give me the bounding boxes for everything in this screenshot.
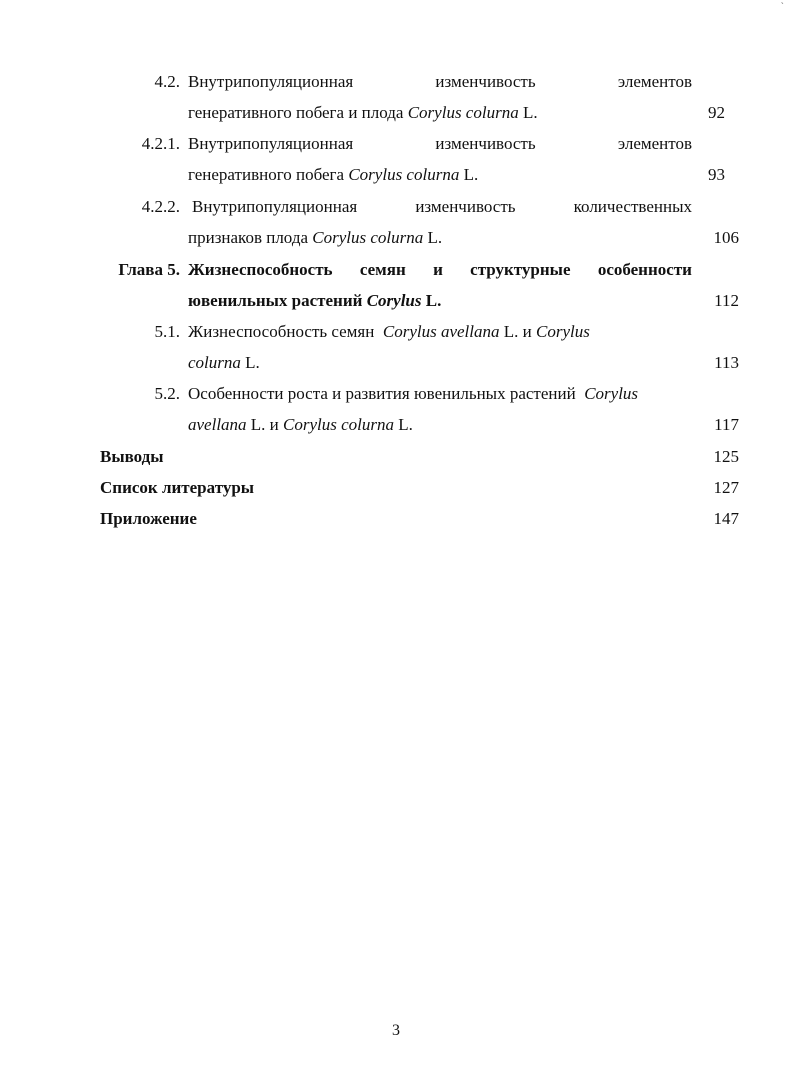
title-text: L. [421,291,442,310]
toc-entry-number: 4.2.1. [141,134,180,153]
toc-entry-title-line1 [188,72,692,92]
title-text: L. и [499,322,536,341]
page-number: 3 [392,1022,400,1039]
title-text: L. [518,103,538,122]
title-text: Особенности роста и развития ювенильных растений [188,384,585,403]
title-word: семян [359,260,406,279]
title-word: элементов [617,72,692,91]
title-text: генеративного побега [188,165,349,184]
species-name: Corylus colurna [312,228,424,247]
toc-page-number: 147 [713,509,739,528]
species-name: avellana [188,415,247,434]
toc-entry-title-line2 [188,291,692,311]
species-name: Corylus avellana [382,322,500,341]
toc-entry-number: 5.1. [154,322,180,341]
title-word: структурные [470,260,571,279]
species-name: colurna [188,353,241,372]
species-name: Corylus [584,384,639,403]
title-word: и [433,260,443,279]
toc-page-number: 92 [708,103,725,122]
title-word: изменчивость [415,197,516,216]
title-text: L. [423,228,443,247]
toc-entry-number: 5.2. [154,384,180,403]
toc-entry-title: Список литературы [100,478,255,497]
species-name: Corylus [366,291,422,310]
toc-entry-title: Приложение [100,509,197,528]
title-text: ювенильных растений [188,291,367,310]
title-text: генеративного побега и плода [188,103,408,122]
title-word: элементов [617,134,692,153]
toc-entry-title-line2 [188,228,692,248]
title-word: Внутрипопуляционная [188,72,354,91]
title-text: L. [240,353,260,372]
title-text: L. и [246,415,284,434]
toc-page-number: 93 [708,165,725,184]
toc-entry-title-line1 [192,197,692,217]
toc-entry-number: 4.2. [154,72,180,91]
toc-entry-title-line1 [188,384,692,404]
toc-chapter-number: Глава 5. [118,260,180,279]
toc-entry-title: Выводы [100,447,164,466]
toc-page-number: 127 [713,478,739,497]
title-word: количественных [573,197,692,216]
title-word: Жизнеспособность [188,260,333,279]
title-word: изменчивость [435,134,536,153]
toc-entry-title-line1 [188,260,692,280]
toc-entry-title-line2 [188,165,692,185]
title-text: Жизнеспособность семян [188,322,383,341]
species-name: Corylus colurna [407,103,519,122]
toc-page-number: 112 [714,291,739,310]
toc-entry-title-line1 [188,322,692,342]
title-text: признаков плода [188,228,313,247]
title-word: изменчивость [435,72,536,91]
toc-page-number: 125 [713,447,739,466]
species-name: Corylus colurna [283,415,395,434]
toc-entry-number: 4.2.2. [141,197,180,216]
title-text: L. [459,165,479,184]
title-word: Внутрипопуляционная [188,134,354,153]
title-word: особенности [597,260,692,279]
species-name: Corylus [535,322,590,341]
toc-page-number: 106 [713,228,739,247]
toc-page-number: 113 [714,353,739,372]
toc-page-number: 117 [714,415,739,434]
species-name: Corylus colurna [348,165,460,184]
toc-entry-title-line2 [188,353,692,373]
title-text: L. [394,415,413,434]
title-word: Внутрипопуляционная [192,197,358,216]
scan-mark: ` [780,2,784,13]
toc-entry-title-line2 [188,103,692,123]
toc-entry-title-line2 [188,415,692,435]
toc-entry-title-line1 [188,134,692,154]
